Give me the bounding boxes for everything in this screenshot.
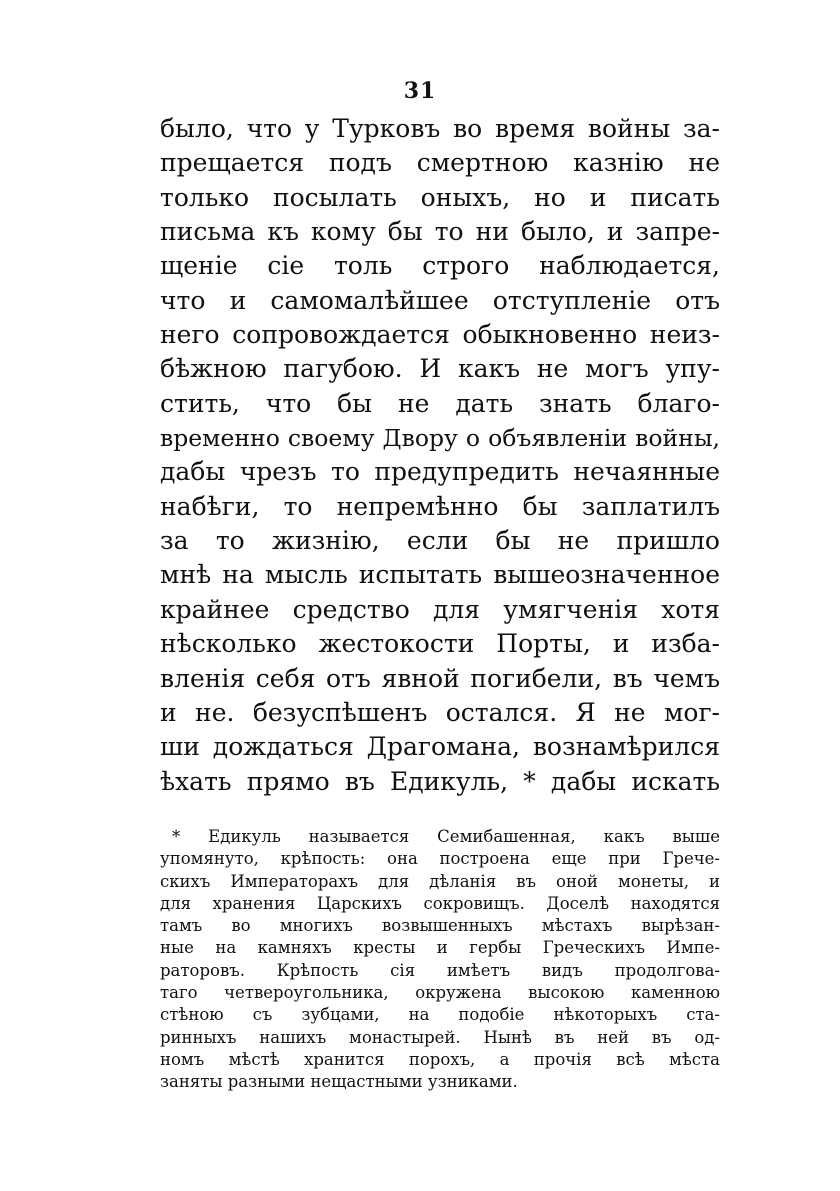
main-text (160, 112, 720, 799)
text-line: только посылать оныхъ, но и писать (160, 182, 720, 212)
text-line: письма къ кому бы то ни было, и запре- (160, 217, 720, 247)
text-line: временно своему Двору о объявленіи войны, (160, 424, 720, 453)
footnote-line: скихъ Императорахъ для дѣланія въ оной монеты, и (160, 871, 720, 891)
text-line: набѣги, то непремѣнно бы заплатилъ (160, 491, 720, 521)
footnote-line: упомянуто, крѣпость: она построена еще при Грече- (160, 849, 720, 869)
text-line: мнѣ на мысль испытать вышеозначенное (160, 560, 720, 590)
footnote-line: номъ мѣстѣ хранится порохъ, а прочія всѣ мѣста (160, 1049, 720, 1069)
footnote (160, 826, 720, 1094)
text-line: было, что у Турковъ во время войны за- (160, 114, 720, 143)
footnote-line: тамъ во многихъ возвышенныхъ мѣстахъ вырѣзан- (160, 916, 720, 936)
text-line: крайнее средство для умягченія хотя (160, 594, 720, 624)
text-line: ѣхать прямо въ Едикуль, * дабы искать (160, 766, 720, 796)
footnote-line: стѣною съ зубцами, на подобіе нѣкоторыхъ ста- (160, 1005, 720, 1025)
text-line: нѣсколько жестокости Порты, и изба- (160, 629, 720, 659)
text-line: стить, что бы не дать знать благо- (160, 388, 720, 418)
footnote-line: для хранения Царскихъ сокровищъ. Доселѣ находятся (160, 893, 720, 913)
text-line: и не. безуспѣшенъ остался. Я не мог- (160, 697, 720, 727)
footnote-line: ринныхъ нашихъ монастырей. Нынѣ въ ней въ од- (160, 1027, 720, 1047)
footnote-line: * Едикуль называется Семибашенная, какъ выше (172, 827, 720, 846)
text-line: щеніе сіе толь строго наблюдается, (160, 251, 720, 281)
footnote-line: ные на камняхъ кресты и гербы Греческихъ Импе- (160, 938, 720, 958)
text-line: за то жизнію, если бы не пришло (160, 526, 720, 556)
text-line: бѣжною пагубою. И какъ не могъ упу- (160, 354, 720, 384)
text-line: что и самомалѣйшее отступленіе отъ (160, 285, 720, 315)
text-line: него сопровождается обыкновенно неиз- (160, 320, 720, 350)
page-number: 31 (403, 78, 437, 104)
text-line: вленія себя отъ явной погибели, въ чемъ (160, 663, 720, 693)
footnote-line: раторовъ. Крѣпость сія имѣетъ видъ продолгова- (160, 960, 720, 980)
text-line: прещается подъ смертною казнію не (160, 148, 720, 178)
footnote-line: заняты разными нещастными узниками. (160, 1072, 518, 1092)
text-line: ши дождаться Драгомана, вознамѣрился (160, 732, 720, 762)
text-line: дабы чрезъ то предупредить нечаянные (160, 457, 720, 487)
footnote-line: таго четвероугольника, окружена высокою каменною (160, 983, 720, 1003)
